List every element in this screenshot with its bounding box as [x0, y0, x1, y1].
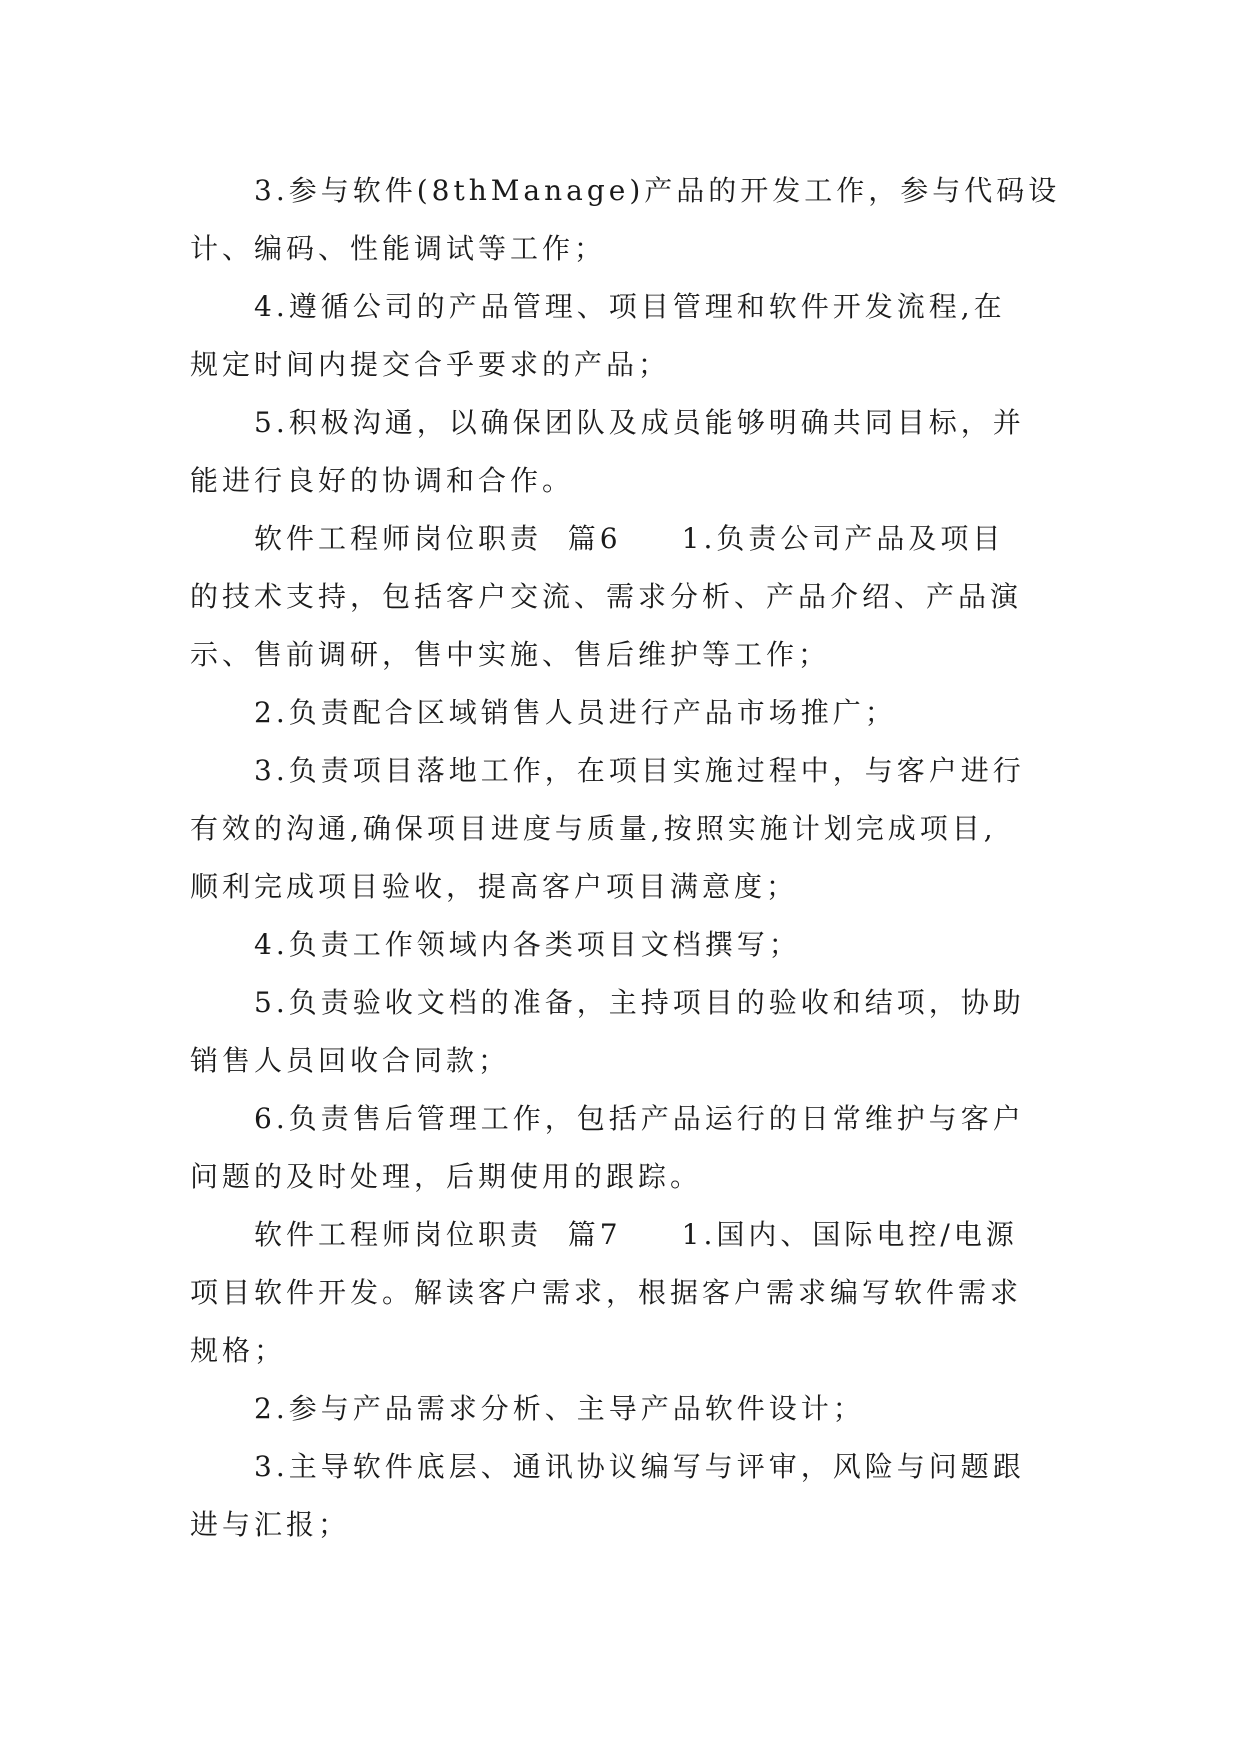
paragraph-line: 5.负责验收文档的准备，主持项目的验收和结项，协助 [254, 986, 1025, 1019]
section-first-item: 1.国内、国际电控/电源 [681, 1218, 1018, 1251]
paragraph-line: 计、编码、性能调试等工作； [190, 232, 607, 265]
paragraph-line: 4.遵循公司的产品管理、项目管理和软件开发流程,在 [254, 290, 1006, 323]
paragraph-line: 能进行良好的协调和合作。 [190, 464, 575, 497]
paragraph-line: 5.积极沟通，以确保团队及成员能够明确共同目标，并 [254, 406, 1025, 439]
paragraph-line: 销售人员回收合同款； [190, 1044, 511, 1077]
paragraph-line: 的技术支持，包括客户交流、需求分析、产品介绍、产品演 [190, 580, 1023, 613]
section-heading-6 [190, 510, 1060, 568]
paragraph-line: 4.负责工作领域内各类项目文档撰写； [254, 928, 801, 961]
paragraph-line: 规格； [190, 1334, 287, 1367]
section-heading-7 [190, 1206, 1060, 1264]
section-first-item: 1.负责公司产品及项目 [681, 522, 1005, 555]
paragraph-line: 6.负责售后管理工作，包括产品运行的日常维护与客户 [254, 1102, 1025, 1135]
paragraph-line: 项目软件开发。解读客户需求，根据客户需求编写软件需求 [190, 1276, 1023, 1309]
section-title: 软件工程师岗位职责 篇7 [254, 1218, 622, 1251]
paragraph-line: 问题的及时处理，后期使用的跟踪。 [190, 1160, 703, 1193]
document-body [190, 162, 1060, 1554]
paragraph-line: 进与汇报； [190, 1508, 351, 1541]
section-title: 软件工程师岗位职责 篇6 [254, 522, 622, 555]
paragraph-line: 3.主导软件底层、通讯协议编写与评审，风险与问题跟 [254, 1450, 1025, 1483]
paragraph-line: 示、售前调研，售中实施、售后维护等工作； [190, 638, 831, 671]
paragraph-line: 2.参与产品需求分析、主导产品软件设计； [254, 1392, 865, 1425]
paragraph-line: 3.负责项目落地工作，在项目实施过程中，与客户进行 [254, 754, 1025, 787]
paragraph-line: 3.参与软件(8thManage)产品的开发工作，参与代码设 [254, 174, 1061, 207]
paragraph-line: 规定时间内提交合乎要求的产品； [190, 348, 671, 381]
paragraph-line: 2.负责配合区域销售人员进行产品市场推广； [254, 696, 897, 729]
paragraph-line: 有效的沟通,确保项目进度与质量,按照实施计划完成项目, [190, 812, 997, 845]
paragraph-line: 顺利完成项目验收，提高客户项目满意度； [190, 870, 799, 903]
